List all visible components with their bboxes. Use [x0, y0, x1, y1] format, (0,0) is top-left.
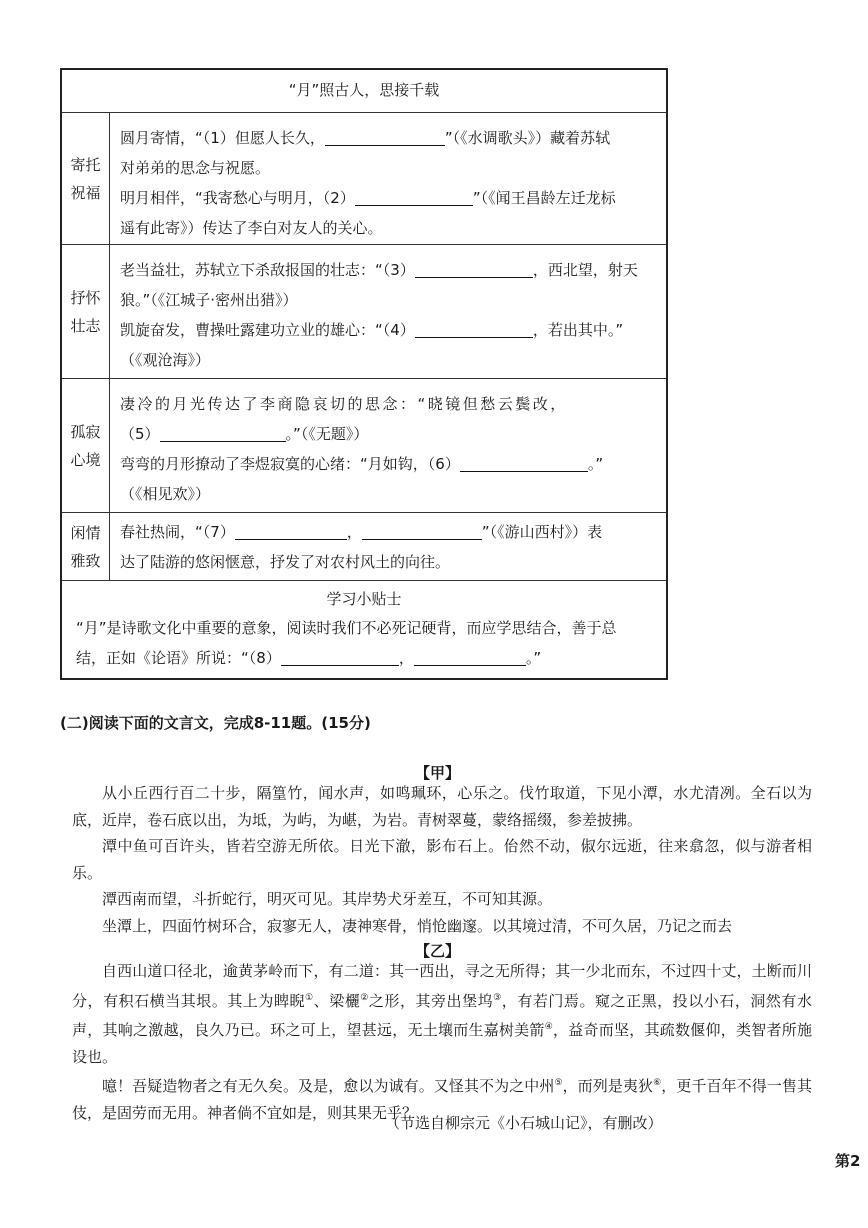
row-category: 抒怀 壮志	[62, 245, 110, 378]
row-category: 孤寂 心境	[62, 379, 110, 512]
row-content: 圆月寄情，“（1）但愿人长久， ”（《水调歌头》）藏着苏轼 对弟弟的思念与祝愿。 明月相伴，“我寄愁心与明月，（2） ”（《闻王昌龄左迁龙标 遥有此寄》）传达了李白对友人的关心。	[120, 129, 616, 237]
answer-blank-3[interactable]	[415, 259, 533, 278]
answer-blank-5[interactable]	[160, 423, 286, 442]
table-header: “月”照古人，思接千载	[288, 81, 440, 99]
answer-blank-2[interactable]	[355, 187, 473, 206]
answer-blank-6[interactable]	[460, 453, 588, 472]
passage-yi: 自西山道口径北，逾黄茅岭而下，有二道：其一西出，寻之无所得；其一少北而东，不过四十丈，土断而川分，有积石横当其垠。其上为睥睨①、梁欐②之形，其旁出堡坞③，有若门焉。窥之正黑，投以小石，洞然有水声，其响之激越，良久乃已。环之可上，望甚远，无土壤而生嘉树美箭④，益奇而坚，其疏数偃仰，类智者所施设也。 噫！吾疑造物者之有无久矣。及是，愈以为诚有。又怪其不为之中州⑤，而列是夷狄⑥，更千百年不得一售其伎，是固劳而无用。神者倘不宜如是，则其果无乎？	[72, 962, 812, 1122]
study-tip-text: “月”是诗歌文化中重要的意象，阅读时我们不必死记硬背，而应学思结合，善于总 结，正如《论语》所说：“（8） ， 。”	[76, 619, 617, 667]
answer-blank-1[interactable]	[325, 127, 445, 146]
footnote-marker: ②	[360, 992, 369, 1003]
passage-jia: 从小丘西行百二十步，隔篁竹，闻水声，如鸣珮环，心乐之。伐竹取道，下见小潭，水尤清冽。全石以为底，近岸，卷石底以出，为坻，为屿，为嵁，为岩。青树翠蔓，蒙络摇缀，参差披拂。 潭中鱼可百许头，皆若空游无所依。日光下澈，影布石上。佁然不动，俶尔远逝，往来翕忽，似与游者相乐。 潭西南而望，斗折蛇行，明灭可见。其岸势犬牙差互，不可知其源。 坐潭上，四面竹树环合，寂寥无人，凄神寒骨，悄怆幽邃。以其境过清，不可久居，乃记之而去	[72, 784, 812, 935]
table-row	[62, 512, 666, 580]
footnote-marker: ④	[544, 1022, 554, 1032]
table-row	[62, 244, 666, 378]
answer-blank-7a[interactable]	[235, 521, 347, 540]
poetry-table	[60, 68, 668, 680]
passage-source: （节选自柳宗元《小石城山记》，有删改）	[385, 1114, 663, 1132]
row-content: 老当益壮，苏轼立下杀敌报国的壮志：“（3） ，西北望，射天 狼。”（《江城子·密州出猎》） 凯旋奋发，曹操吐露建功立业的雄心：“（4） ，若出其中。” （《观沧海》）	[120, 261, 638, 369]
row-category: 寄托 祝福	[62, 113, 110, 244]
footnote-marker: ③	[493, 992, 502, 1003]
study-tip-title: 学习小贴士	[326, 590, 402, 608]
answer-blank-7b[interactable]	[362, 521, 482, 540]
passage-label-jia: 【甲】	[415, 764, 461, 782]
row-content: 凄冷的月光传达了李商隐哀切的思念：“晓镜但愁云鬓改， （5） 。”（《无题》） 弯弯的月形撩动了李煜寂寞的心绪：“月如钩，（6） 。” （《相见欢》）	[120, 395, 604, 503]
section-title: (二)阅读下面的文言文，完成8-11题。(15分)	[60, 714, 371, 732]
footnote-marker: ⑥	[653, 1078, 662, 1088]
table-header-row	[62, 70, 666, 112]
answer-blank-8a[interactable]	[281, 647, 399, 666]
row-content: 春社热闹，“（7） ， ”（《游山西村》）表 达了陆游的悠闲惬意，抒发了对农村风土的向往。	[120, 523, 603, 571]
study-tip-row	[62, 580, 666, 680]
table-row	[62, 378, 666, 512]
answer-blank-8b[interactable]	[414, 647, 526, 666]
footnote-marker: ①	[305, 992, 314, 1003]
answer-blank-4[interactable]	[415, 319, 533, 338]
passage-label-yi: 【乙】	[415, 942, 461, 960]
row-category: 闲情 雅致	[62, 513, 110, 580]
footnote-marker: ⑤	[554, 1078, 563, 1088]
table-row	[62, 112, 666, 244]
page-number: 第2	[835, 1152, 861, 1170]
